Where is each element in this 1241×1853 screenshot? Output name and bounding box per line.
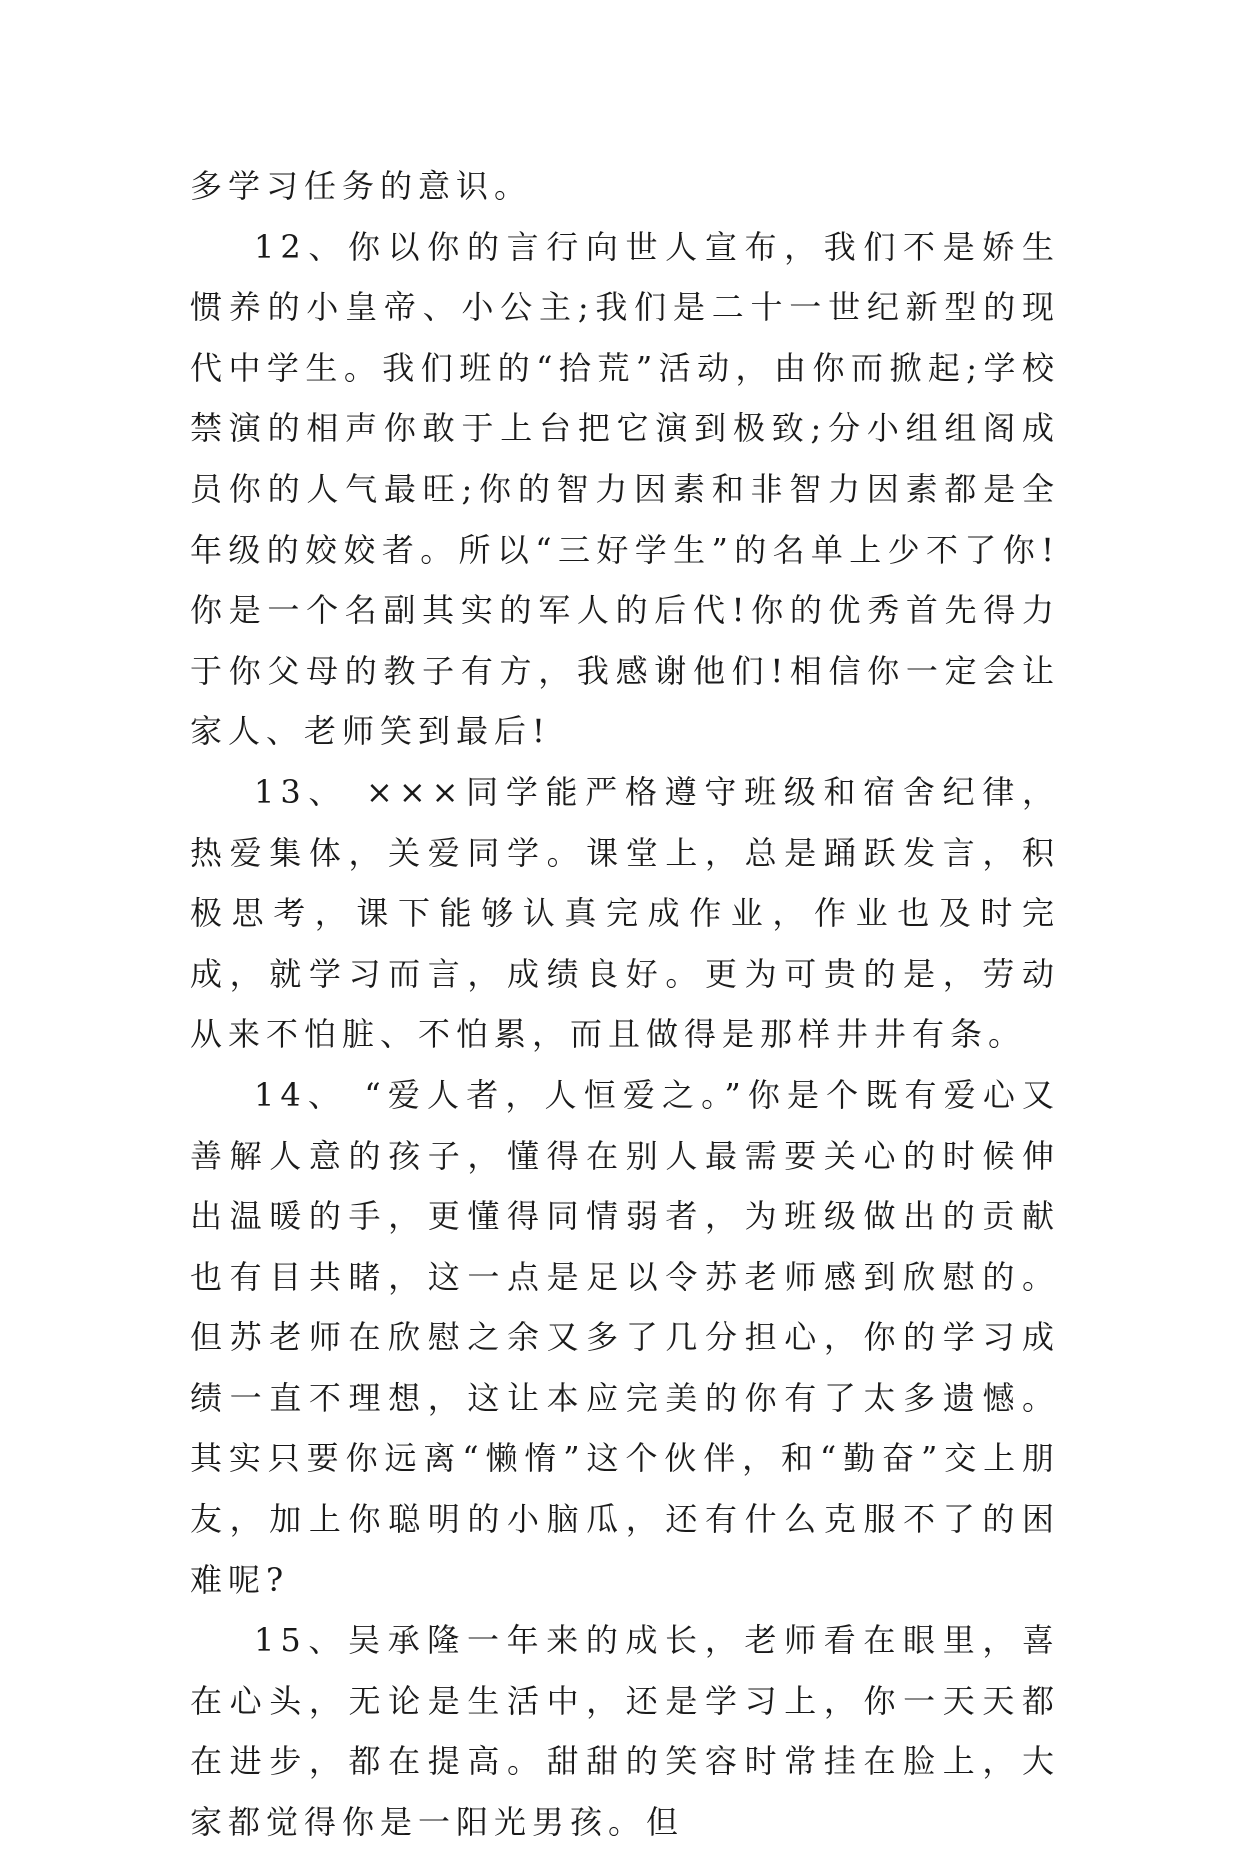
paragraph-14: 14、 “爱人者，人恒爱之。”你是个既有爱心又善解人意的孩子，懂得在别人最需要关心的时候伸出温暖的手，更懂得同情弱者，为班级做出的贡献也有目共睹，这一点是足以令苏老师感到欣慰的。但苏老师在欣慰之余又多了几分担心，你的学习成绩一直不理想，这让本应完美的你有了太多遗憾。其实只要你远离“懒惰”这个伙伴，和“勤奋”交上朋友，加上你聪明的小脑瓜，还有什么克服不了的困难呢? xyxy=(190,1075,1060,1599)
paragraph-continued: 多学习任务的意识。 xyxy=(190,167,533,205)
document-body xyxy=(190,156,1060,1853)
paragraph-12: 12、你以你的言行向世人宣布，我们不是娇生惯养的小皇帝、小公主;我们是二十一世纪新型的现代中学生。我们班的“拾荒”活动，由你而掀起;学校禁演的相声你敢于上台把它演到极致;分小组组阁成员你的人气最旺;你的智力因素和非智力因素都是全年级的姣姣者。所以“三好学生”的名单上少不了你!你是一个名副其实的军人的后代!你的优秀首先得力于你父母的教子有方，我感谢他们!相信你一定会让家人、老师笑到最后! xyxy=(190,227,1060,751)
paragraph-13: 13、 ×××同学能严格遵守班级和宿舍纪律，热爱集体，关爱同学。课堂上，总是踊跃发言，积极思考，课下能够认真完成作业，作业也及时完成，就学习而言，成绩良好。更为可贵的是，劳动从来不怕脏、不怕累，而且做得是那样井井有条。 xyxy=(190,772,1060,1054)
paragraph-15: 15、吴承隆一年来的成长，老师看在眼里，喜在心头，无论是生活中，还是学习上，你一天天都在进步，都在提高。甜甜的笑容时常挂在脸上，大家都觉得你是一阳光男孩。但 xyxy=(190,1621,1060,1842)
